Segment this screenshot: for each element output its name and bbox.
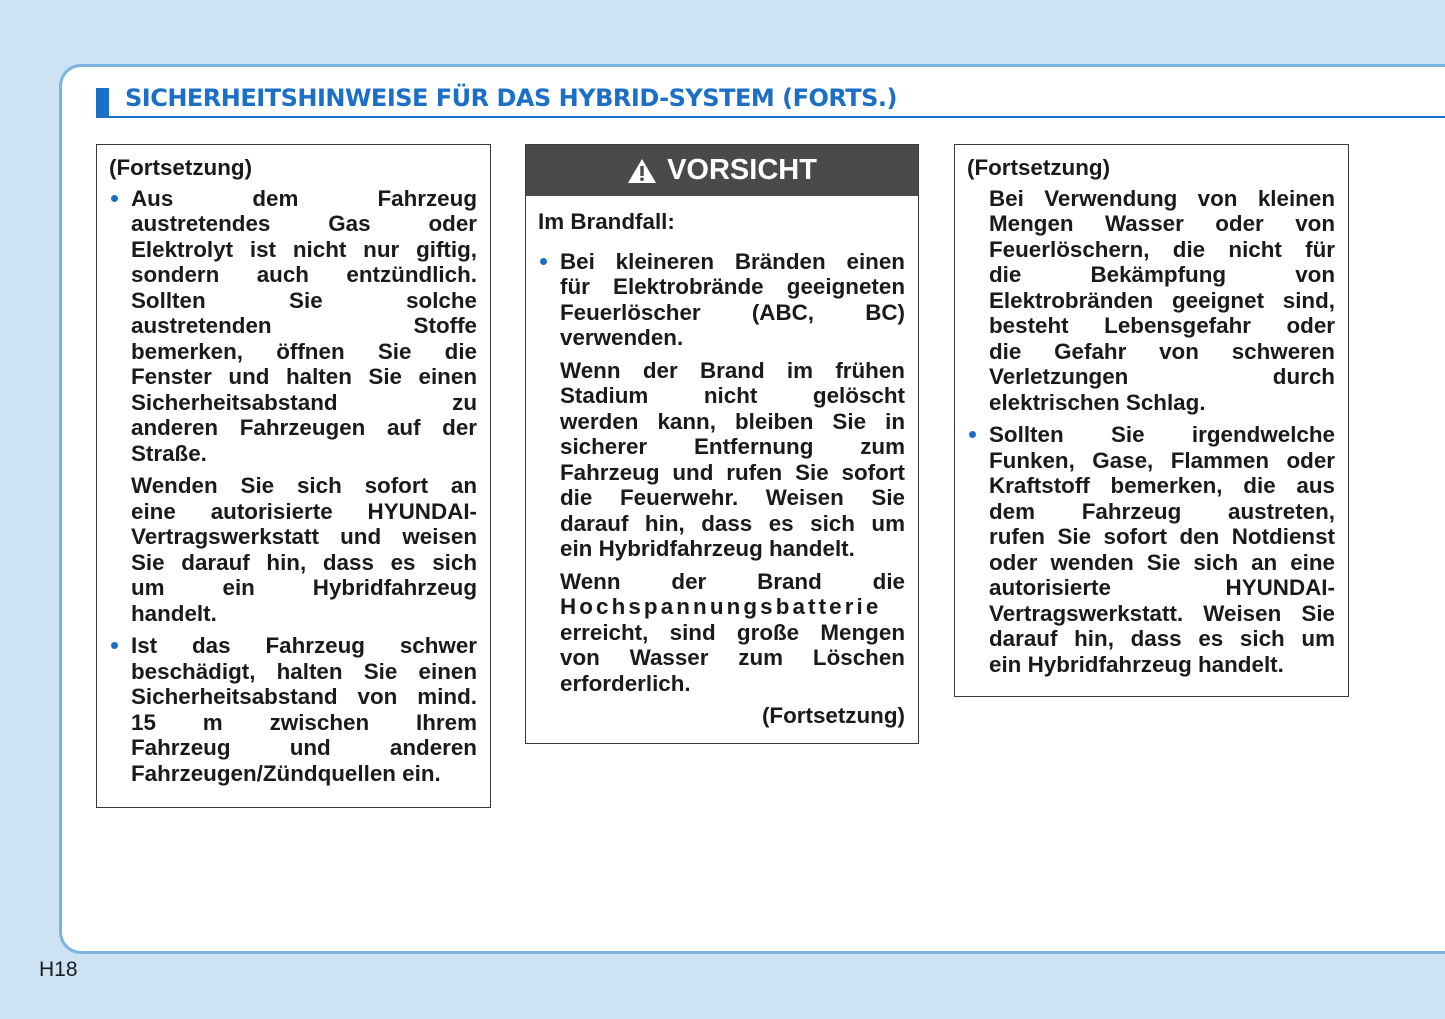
paragraph	[538, 569, 905, 697]
text-line: um ein Hybridfahrzeug	[131, 575, 477, 600]
text-line: Vertragswerkstatt. Weisen Sie	[989, 600, 1335, 626]
paragraph	[538, 358, 905, 562]
header-rule	[96, 116, 1445, 118]
text-line: sondern auch entzündlich.	[131, 262, 477, 287]
text-line: 15 m zwischen Ihrem	[131, 709, 477, 735]
text-line: Bei kleineren Bränden einen	[560, 248, 905, 274]
text-line: austretenden Stoffe	[131, 313, 477, 338]
text-line: handelt.	[131, 600, 217, 626]
text-line: Aus dem Fahrzeug	[131, 185, 477, 211]
text-line: Feuerlöscher (ABC, BC)	[560, 299, 905, 325]
warning-body	[526, 196, 918, 729]
text-line: Sollten Sie solche	[131, 287, 477, 313]
text-line: erforderlich.	[560, 670, 691, 696]
text-line: austretendes Gas oder	[131, 211, 477, 236]
text-line: Elektrobränden geeignet sind,	[989, 287, 1335, 313]
text-line: Bei Verwendung von kleinen	[989, 185, 1335, 211]
page-number: H18	[39, 958, 78, 981]
text-line: Sie darauf hin, dass es sich	[131, 549, 477, 575]
text-line: eine autorisierte HYUNDAI-	[131, 498, 477, 524]
text-line: ein Hybridfahrzeug handelt.	[989, 651, 1284, 677]
notice-box-left	[96, 144, 491, 808]
text-line: Ist das Fahrzeug schwer	[131, 633, 477, 658]
text-line: oder wenden Sie sich an eine	[989, 549, 1335, 575]
text-line: Feuerlöschern, die nicht für	[989, 236, 1335, 262]
text-line: Straße.	[131, 440, 207, 466]
text-line: die Gefahr von schweren	[989, 338, 1335, 364]
continued-label: (Fortsetzung)	[967, 155, 1111, 180]
text-line: Hochspannungsbatterie	[560, 594, 882, 619]
bullet-list	[538, 249, 905, 351]
list-item	[967, 422, 1335, 677]
text-line: Verletzungen durch	[989, 364, 1335, 389]
warning-box	[525, 144, 919, 744]
paragraph	[967, 186, 1335, 416]
warning-header	[526, 145, 918, 196]
text-line: Kraftstoff bemerken, die aus	[989, 473, 1335, 498]
text-line: elektrischen Schlag.	[989, 389, 1206, 415]
text-line: Mengen Wasser oder von	[989, 211, 1335, 236]
text-line: Elektrolyt ist nicht nur giftig,	[131, 236, 477, 262]
text-line: besteht Lebensgefahr oder	[989, 313, 1335, 338]
text-line: Wenn der Brand im frühen	[560, 357, 905, 383]
warning-lead: Im Brandfall:	[538, 209, 675, 234]
text-line: Stadium nicht gelöscht	[560, 383, 905, 408]
list-item	[538, 249, 905, 351]
text-line: für Elektrobrände geeigneten	[560, 274, 905, 299]
text-line: Sicherheitsabstand von mind.	[131, 684, 477, 709]
text-line: verwenden.	[560, 325, 684, 350]
list-item	[109, 633, 477, 786]
continued-label: (Fortsetzung)	[761, 703, 905, 728]
text-line: Fenster und halten Sie einen	[131, 364, 477, 389]
text-line: sicherer Entfernung zum	[560, 434, 905, 459]
text-line: dem Fahrzeug austreten,	[989, 498, 1335, 524]
notice-box-right	[954, 144, 1349, 697]
text-line: bemerken, öffnen Sie die	[131, 338, 477, 364]
text-line: darauf hin, dass es sich um	[560, 510, 905, 536]
continued-label: (Fortsetzung)	[109, 155, 253, 180]
text-line: werden kann, bleiben Sie in	[560, 408, 905, 434]
header-accent-bar	[96, 88, 109, 116]
text-line: Fahrzeug und anderen	[131, 735, 477, 760]
warning-label: VORSICHT	[667, 153, 817, 186]
text-line: ein Hybridfahrzeug handelt.	[560, 536, 855, 561]
text-line: erreicht, sind große Mengen	[560, 619, 905, 645]
text-line: Wenden Sie sich sofort an	[131, 473, 477, 498]
paragraph	[109, 473, 477, 626]
bullet-list	[967, 422, 1335, 677]
text-line: Fahrzeugen/Zündquellen ein.	[131, 760, 441, 786]
text-line: Funken, Gase, Flammen oder	[989, 447, 1335, 473]
bullet-list	[109, 186, 477, 467]
text-line: beschädigt, halten Sie einen	[131, 658, 477, 684]
text-line: Vertragswerkstatt und weisen	[131, 524, 477, 549]
text-line: die Bekämpfung von	[989, 262, 1335, 287]
text-line: von Wasser zum Löschen	[560, 645, 905, 670]
text-line: darauf hin, dass es sich um	[989, 626, 1335, 651]
warning-triangle-icon	[627, 158, 657, 184]
text-line: rufen Sie sofort den Notdienst	[989, 524, 1335, 549]
text-line: Sollten Sie irgendwelche	[989, 422, 1335, 447]
text-line: autorisierte HYUNDAI-	[989, 575, 1335, 600]
page-title: SICHERHEITSHINWEISE FÜR DAS HYBRID-SYSTEM (FORTS.)	[125, 84, 898, 112]
text-line: Wenn der Brand die	[560, 568, 905, 594]
text-line: anderen Fahrzeugen auf der	[131, 415, 477, 440]
text-line: Fahrzeug und rufen Sie sofort	[560, 459, 905, 485]
text-line: die Feuerwehr. Weisen Sie	[560, 485, 905, 510]
text-line: Sicherheitsabstand zu	[131, 389, 477, 415]
list-item	[109, 186, 477, 467]
bullet-list	[109, 633, 477, 786]
